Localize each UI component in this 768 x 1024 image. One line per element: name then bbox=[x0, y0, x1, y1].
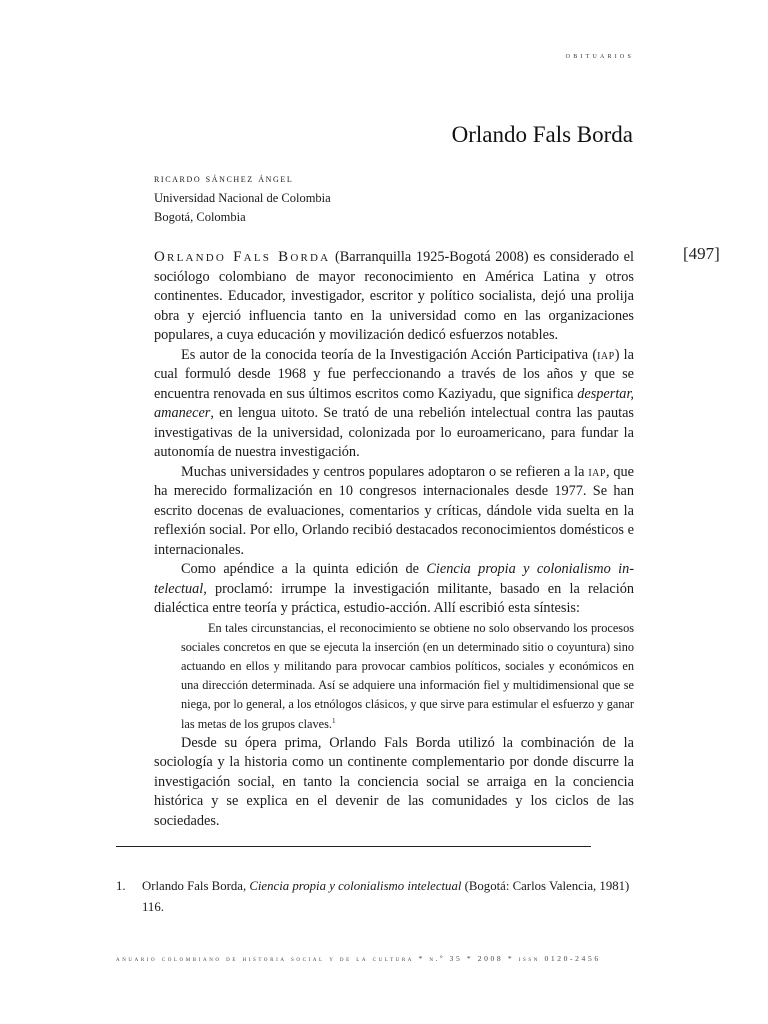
footnote-text-b: (Bogotá: Carlos Valencia, 1981) 116. bbox=[142, 879, 630, 914]
article-body bbox=[154, 248, 634, 831]
paragraph-1-text: (Barranquilla 1925-Bogotá 2008) es considerado el sociólogo colombiano de mayor reconocimiento en América Latina y otros continentes. Educador, investigador, escritor y político socialista, dejó una prolija obra y ejerció influencia tanto en la universidad como en las organizaciones populares, a cuya educación y movilización dedicó esfuerzos notables. bbox=[154, 249, 635, 343]
footnote-book-title: Ciencia propia y colonialismo intelectual bbox=[249, 879, 462, 893]
paragraph-2-italic: despertar, amanecer bbox=[154, 385, 634, 421]
paragraph-2-text-a: Es autor de la conocida teoría de la Investigación Acción Participativa ( bbox=[181, 346, 598, 363]
author-affiliation: Universidad Nacional de Colombia bbox=[154, 191, 331, 205]
paragraph-3-text-a: Muchas universidades y centros populares adoptaron o se refieren a la bbox=[181, 463, 589, 480]
author-block bbox=[154, 170, 331, 227]
footnote-text-a: Orlando Fals Borda, bbox=[142, 879, 250, 893]
paragraph-4-text-a: Como apéndice a la quinta edición de bbox=[181, 561, 427, 577]
article-title: Orlando Fals Borda bbox=[451, 122, 633, 147]
paragraph-2-text-c: , en lengua uitoto. Se trató de una rebelión intelectual contra las pautas investigativas de la universidad, colonizada por lo euroamericano, para fundar la autonomía de nuestra investigación. bbox=[154, 405, 634, 460]
paragraph-4-text-b: , proclamó: irrumpe la investigación militante, basado en la relación dialéctica entre teoría y práctica, estudio-acción. Allí escribió esta síntesis: bbox=[154, 580, 634, 616]
paragraph-5: Desde su ópera prima, Orlando Fals Borda utilizó la combinación de la sociología y la historia como un continente complementario por donde discurre la investigación social, en tanto la conciencia social se arraiga en la conciencia histórica y se explica en el devenir de las comunidades y los ciclos de las sociedades. bbox=[154, 734, 634, 829]
footnote-reference[interactable]: 1 bbox=[331, 716, 336, 725]
iap-acronym: iap bbox=[588, 463, 606, 480]
footnote-text bbox=[142, 876, 636, 918]
footnote-number: 1. bbox=[116, 879, 126, 893]
footnote bbox=[116, 876, 636, 918]
paragraph-1 bbox=[154, 248, 634, 346]
author-name: ricardo sánchez ángel bbox=[154, 173, 294, 185]
paragraph-4 bbox=[154, 560, 634, 619]
paragraph-2 bbox=[154, 346, 634, 463]
block-quote-text: En tales circunstancias, el reconocimiento se obtiene no solo observando los procesos sociales concretos en que se ejecuta la inserción (en un determinado sitio o coyuntura) sino actuando en ellos y militando para provocar cambios políticos, sociales y económicos en una dirección determinada. Así se adquiere una información fiel y multidimensional que se niega, por lo general, a los etnólogos clásicos, y que sirve para estimular el esfuerzo y ganar las metas de los grupos claves. bbox=[181, 620, 634, 731]
paragraph-2-text-b: ) la cual formuló desde 1968 y fue perfeccionando a través de los años y que se encuentra renovada en sus últimos escritos como Kaziyadu, que significa bbox=[154, 346, 634, 402]
book-title-italic: Ciencia propia y colonialismo intelectual bbox=[154, 561, 634, 597]
iap-acronym: iap bbox=[597, 346, 615, 363]
author-location: Bogotá, Colombia bbox=[154, 210, 246, 224]
running-footer: anuario colombiano de historia social y de la cultura * n.º 35 * 2008 * issn 0120-2456 bbox=[116, 954, 601, 963]
paragraph-3 bbox=[154, 463, 634, 561]
block-quote bbox=[181, 619, 634, 734]
footnote-divider bbox=[116, 846, 591, 847]
page-number: [497] bbox=[683, 244, 720, 263]
paragraph-3-text-b: , que ha merecido formalización en 10 congresos internacionales desde 1977. Se han escrito docenas de evaluaciones, comentarios y críticas, dándole vida suelta en la reflexión social. Por ello, Orlando recibió destacados reconocimientos domésticos e internacionales. bbox=[154, 463, 634, 558]
lead-name: Orlando Fals Borda bbox=[154, 249, 331, 265]
section-label: obituarios bbox=[565, 50, 634, 60]
